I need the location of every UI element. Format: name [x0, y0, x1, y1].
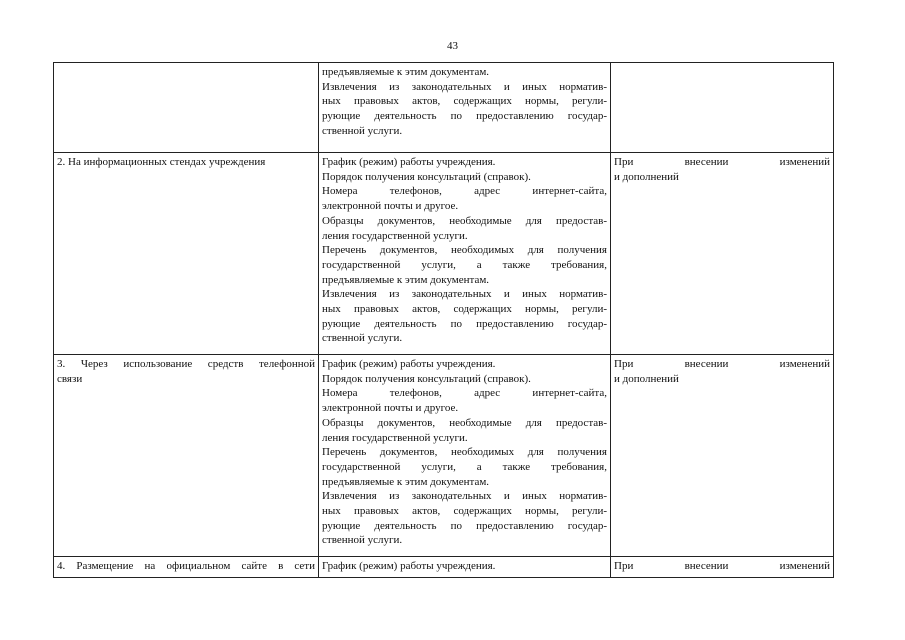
cell-method [54, 557, 319, 578]
content-paragraph [322, 155, 607, 170]
content-text-line: рующие деятельность по предоставлению государ- [322, 519, 607, 532]
content-paragraph [322, 65, 607, 80]
table-row [54, 153, 834, 355]
content-text-line: Перечень документов, необходимых для получения [322, 244, 607, 257]
content-text-line: Перечень документов, необходимых для получения [322, 446, 607, 459]
content-paragraph [322, 243, 607, 287]
update-terms-line: При внесении изменений [614, 358, 830, 370]
update-terms-line: и дополнений [614, 170, 679, 183]
content-text-line: электронной почты и другое. [322, 200, 459, 213]
cell-update-terms [611, 153, 834, 355]
content-text-line: ственной услуги. [322, 124, 403, 137]
table-row [54, 557, 834, 578]
content-text-line: Порядок получения консультаций (справок). [322, 170, 531, 183]
content-text-line: государственной услуги, а также требования, [322, 258, 607, 271]
content-text-line: Номера телефонов, адрес интернет-сайта, [322, 387, 607, 400]
cell-method [54, 153, 319, 355]
content-text-line: График (режим) работы учреждения. [322, 156, 496, 168]
page-number: 43 [447, 40, 458, 52]
content-text-line: предъявляемые к этим документам. [322, 66, 490, 78]
cell-update-terms [611, 63, 834, 153]
content-paragraph [322, 170, 607, 185]
content-text-line: электронной почты и другое. [322, 402, 459, 415]
content-text-line: Образцы документов, необходимые для предостав- [322, 214, 607, 227]
content-text-line: График (режим) работы учреждения. [322, 358, 496, 370]
update-terms-line: При внесении изменений [614, 560, 830, 572]
content-paragraph [322, 386, 607, 415]
update-terms-line: и дополнений [614, 372, 679, 385]
content-paragraph [322, 416, 607, 445]
method-text-line: 2. На информационных стендах учреждения [57, 156, 266, 168]
content-text-line: Порядок получения консультаций (справок). [322, 372, 531, 385]
content-text-line: Номера телефонов, адрес интернет-сайта, [322, 185, 607, 198]
content-text-line: предъявляемые к этим документам. [322, 475, 490, 488]
content-paragraph [322, 489, 607, 548]
content-paragraph [322, 80, 607, 139]
cell-content [319, 355, 611, 557]
content-paragraph [322, 445, 607, 489]
update-terms-line: При внесении изменений [614, 156, 830, 168]
content-paragraph [322, 184, 607, 213]
content-text-line: ления государственной услуги. [322, 229, 468, 242]
content-text-line: ственной услуги. [322, 534, 403, 547]
content-text-line: ных правовых актов, содержащих нормы, регули- [322, 505, 607, 518]
method-text-line: 4. Размещение на официальном сайте в сети [57, 560, 315, 572]
content-text-line: предъявляемые к этим документам. [322, 273, 490, 286]
content-text-line: государственной услуги, а также требования, [322, 460, 607, 473]
content-text-line: рующие деятельность по предоставлению государ- [322, 317, 607, 330]
content-text-line: рующие деятельность по предоставлению государ- [322, 110, 607, 123]
table-row [54, 63, 834, 153]
content-text-line: Извлечения из законодательных и иных норматив- [322, 80, 607, 93]
content-text-line: ных правовых актов, содержащих нормы, регули- [322, 303, 607, 316]
table-body [54, 63, 834, 578]
content-text-line: ных правовых актов, содержащих нормы, регули- [322, 95, 607, 108]
cell-method [54, 355, 319, 557]
content-text-line: ления государственной услуги. [322, 431, 468, 444]
cell-content [319, 153, 611, 355]
content-text-line: Образцы документов, необходимые для предостав- [322, 416, 607, 429]
content-paragraph [322, 214, 607, 243]
content-paragraph [322, 357, 607, 372]
cell-update-terms [611, 355, 834, 557]
table-row [54, 355, 834, 557]
method-text-line: связи [57, 372, 83, 385]
cell-update-terms [611, 557, 834, 578]
content-text-line: Извлечения из законодательных и иных норматив- [322, 490, 607, 503]
cell-content [319, 63, 611, 153]
content-paragraph [322, 287, 607, 346]
document-table [53, 62, 834, 578]
content-text-line: Извлечения из законодательных и иных норматив- [322, 288, 607, 301]
content-text-line: График (режим) работы учреждения. [322, 560, 496, 572]
content-paragraph [322, 372, 607, 387]
method-text-line: 3. Через использование средств телефонной [57, 358, 315, 370]
content-paragraph [322, 559, 607, 574]
content-text-line: ственной услуги. [322, 332, 403, 345]
cell-content [319, 557, 611, 578]
cell-method [54, 63, 319, 153]
